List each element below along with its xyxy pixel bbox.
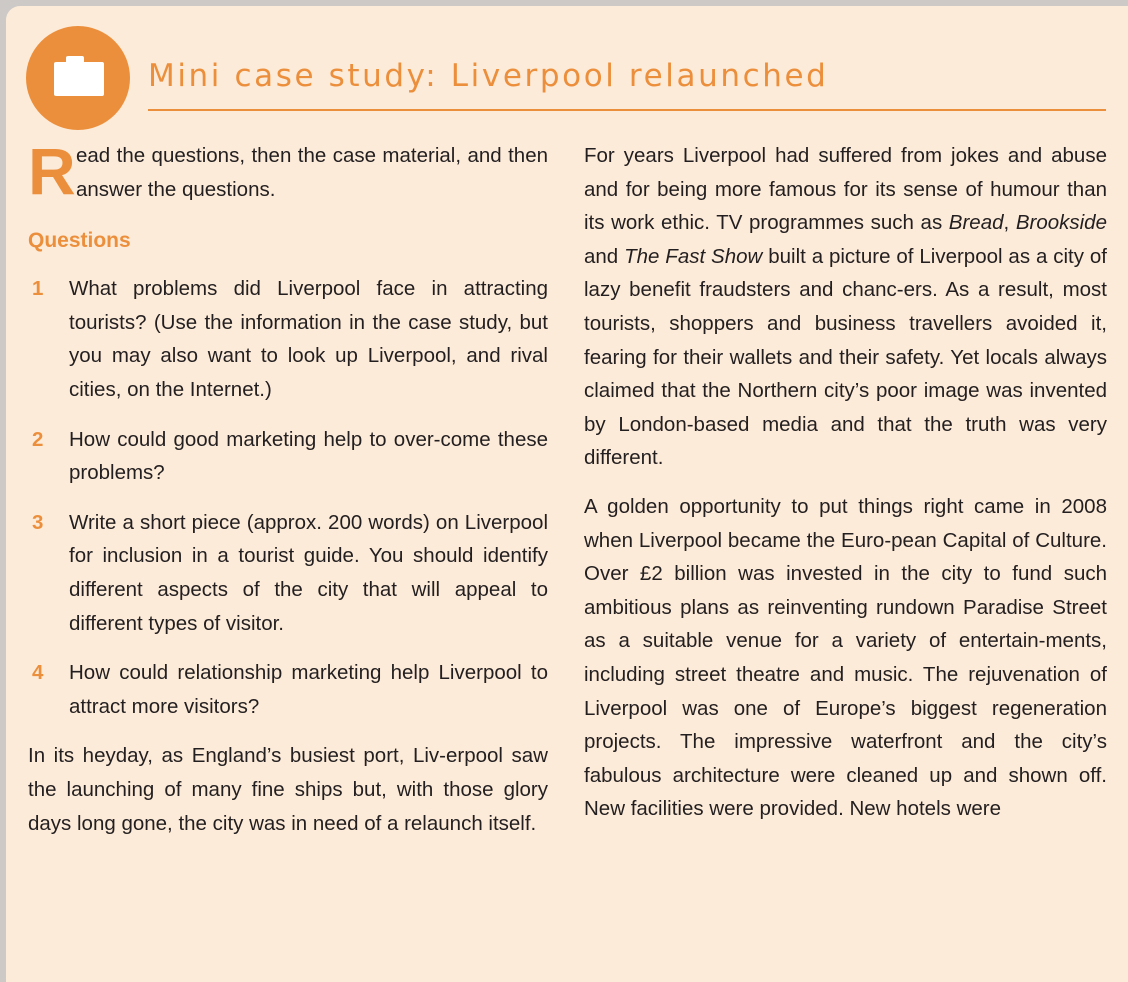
show-title-bread: Bread xyxy=(948,211,1004,235)
p1-start-text: For years Liverpool had suffered from jokes and abuse and for being more famous for its sense of humour than its work ethic. TV programmes such as xyxy=(584,144,1107,235)
question-number: 1 xyxy=(32,277,44,301)
briefcase-body xyxy=(54,62,104,96)
separator-text: , xyxy=(1003,211,1016,235)
question-item xyxy=(28,656,548,723)
drop-cap: R xyxy=(28,134,76,208)
right-column xyxy=(584,139,1107,826)
case-study-header xyxy=(6,6,1128,136)
question-item xyxy=(28,272,548,406)
title-divider xyxy=(148,109,1106,111)
left-column xyxy=(28,134,548,840)
show-title-brookside: Brookside xyxy=(1015,211,1107,235)
question-item xyxy=(28,506,548,640)
right-paragraph-2: A golden opportunity to put things right came in 2008 when Liverpool became the Euro-pean Capital of Culture. Over £2 billion was invested in the city to fund such ambitious plans as reinventing rundown Paradise Street as a suitable venue for a variety of entertain-ments, including street theatre and music. The rejuvenation of Liverpool was one of Europe’s biggest regeneration projects. The impressive waterfront and the city’s fabulous architecture were cleaned up and shown off. New facilities were provided. New hotels were xyxy=(584,494,1107,821)
question-item xyxy=(28,423,548,490)
question-text: How could relationship marketing help Liverpool to attract more visitors? xyxy=(69,661,548,718)
p1-end-text: built a picture of Liverpool as a city of lazy benefit fraudsters and chanc-ers. As a result, most tourists, shoppers and business travellers avoided it, fearing for their wallets and their safety. Yet locals always claimed that the Northern city’s poor image was invented by London-based media and that the truth was very different. xyxy=(584,244,1107,470)
left-body-paragraph: In its heyday, as England’s busiest port, Liv-erpool saw the launching of many fine ships but, with those glory days long gone, the city was in need of a relaunch itself. xyxy=(28,744,548,835)
question-text: What problems did Liverpool face in attracting tourists? (Use the information in the case study, but you may also want to look up Liverpool, and rival cities, on the Internet.) xyxy=(69,277,548,401)
intro-paragraph xyxy=(28,134,548,208)
case-study-page xyxy=(6,6,1128,982)
questions-heading: Questions xyxy=(28,229,131,253)
question-number: 2 xyxy=(32,427,44,451)
question-number: 4 xyxy=(32,661,44,685)
question-text: Write a short piece (approx. 200 words) on Liverpool for inclusion in a tourist guide. You should identify different aspects of the city that will appeal to different types of visitor. xyxy=(69,510,548,635)
question-text: How could good marketing help to over-come these problems? xyxy=(69,427,548,485)
question-number: 3 xyxy=(32,510,44,534)
right-paragraph-1 xyxy=(584,139,1107,475)
intro-text: ead the questions, then the case material, and then answer the questions. xyxy=(76,144,548,201)
separator-text: and xyxy=(584,244,625,268)
briefcase-icon xyxy=(26,26,130,130)
page-title: Mini case study: Liverpool relaunched xyxy=(148,58,829,94)
show-title-fast-show: The Fast Show xyxy=(624,244,763,268)
